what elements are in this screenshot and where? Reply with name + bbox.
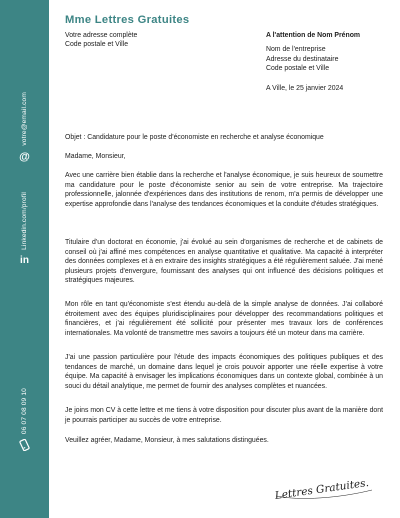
paragraph-6: Veuillez agréer, Madame, Monsieur, à mes salutations distinguées.: [65, 437, 269, 444]
sender-address: Votre adresse complète: [65, 32, 138, 39]
recipient-title: A l'attention de Nom Prénom: [266, 32, 361, 39]
paragraph-4: J'ai une passion particulière pour l'étude des impacts économiques des politiques publiques et des tendances de marché, un domaine dans lequel je crois pouvoir apporter une réelle expertise à votre équipe. Ma capacité à envisager les implications économiques dans un contexte global, combinée à un souci du détail analytique, me permet de fournir des analyses complètes et nuancées.: [65, 354, 383, 390]
phone-text[interactable]: 06 07 08 09 10: [21, 388, 28, 435]
sender-city: Code postale et Ville: [65, 41, 129, 49]
sender-name: Mme Lettres Gratuites: [65, 14, 190, 26]
letter-date: A Ville, le 25 janvier 2024: [266, 85, 344, 92]
recipient-company: Nom de l'entreprise: [266, 46, 326, 54]
linkedin-contact[interactable]: [0, 192, 49, 267]
signature-text: Lettres Gratuites.: [274, 476, 370, 503]
contact-sidebar: [0, 0, 49, 518]
linkedin-text[interactable]: Linkedin.com/profil: [21, 192, 28, 250]
paragraph-5: Je joins mon CV à cette lettre et me tiens à votre disposition pour discuter plus avant de la manière dont je pourrais participer au succès de votre entreprise.: [65, 407, 383, 424]
recipient-address: Adresse du destinataire: [266, 55, 339, 63]
letter-subject: Objet : Candidature pour le poste d'économiste en recherche et analyse économique: [65, 134, 324, 141]
recipient-city: Code postale et Ville: [266, 64, 330, 72]
letter-salutation: Madame, Monsieur,: [65, 153, 126, 160]
paragraph-1: Avec une carrière bien établie dans la recherche et l'analyse économique, je suis heureux de soumettre ma candidature pour le poste d'économiste senior au sein de votre entreprise. Ma trajectoire professionnelle, jalonnée d'expériences dans des institutions de renom, m'a permis de développer une expertise approfondie dans l'analyse des tendances économiques et la conduite d'études stratégiques.: [65, 172, 383, 208]
recipient-block: [266, 31, 360, 73]
signature: [270, 468, 380, 504]
paragraph-2: Titulaire d'un doctorat en économie, j'ai évolué au sein d'organismes de recherche et de cabinets de conseil où j'ai affiné mes compétences en analyse quantitative et qualitative. Ma capacité à interpréter des données complexes et à en extraire des insights stratégiques a été régulièrement saluée. J'ai mené plusieurs projets d'envergure, fournissant des analyses qui ont influencé des décisions politiques et stratégiques majeures.: [65, 239, 383, 284]
phone-icon: [19, 439, 30, 451]
paragraph-3: Mon rôle en tant qu'économiste s'est étendu au-delà de la simple analyse de données. J'ai collaboré étroitement avec des équipes pluridisciplinaires pour développer des recommandations politiques et financières, et j'ai régulièrement été sollicité pour présenter mes travaux lors de conférences internationales. Ma volonté de transmettre mes savoirs a toujours été un moteur dans ma carrière.: [65, 301, 383, 337]
email-text[interactable]: votre@email.com: [21, 92, 28, 146]
email-contact[interactable]: [0, 92, 49, 163]
linkedin-icon: in: [20, 254, 29, 266]
at-icon: @: [19, 150, 30, 163]
sender-address-block: [65, 31, 137, 50]
phone-contact[interactable]: [0, 388, 49, 451]
